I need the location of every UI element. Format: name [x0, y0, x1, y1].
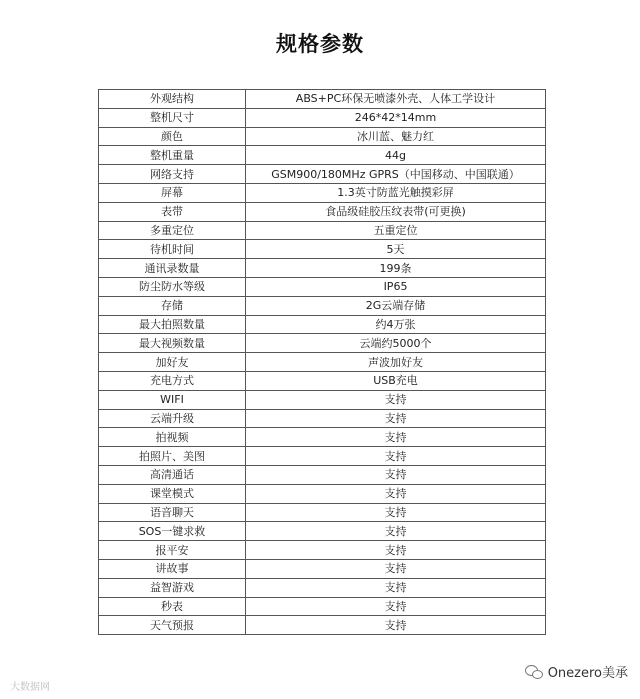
spec-value: 支持 — [246, 522, 546, 541]
spec-row — [99, 428, 546, 447]
spec-value: 支持 — [246, 578, 546, 597]
spec-row — [99, 127, 546, 146]
spec-row — [99, 334, 546, 353]
spec-label: 拍视频 — [99, 428, 246, 447]
spec-row — [99, 353, 546, 372]
spec-value: 支持 — [246, 409, 546, 428]
spec-label: 待机时间 — [99, 240, 246, 259]
spec-value: 支持 — [246, 597, 546, 616]
spec-label: 秒表 — [99, 597, 246, 616]
spec-row — [99, 578, 546, 597]
spec-row — [99, 371, 546, 390]
spec-value: 支持 — [246, 559, 546, 578]
spec-row — [99, 90, 546, 109]
spec-row — [99, 503, 546, 522]
spec-row — [99, 616, 546, 635]
spec-value: 云端约5000个 — [246, 334, 546, 353]
wechat-icon — [525, 665, 543, 679]
spec-value: 199条 — [246, 259, 546, 278]
spec-value: 冰川蓝、魅力红 — [246, 127, 546, 146]
spec-value: 支持 — [246, 390, 546, 409]
spec-label: 最大拍照数量 — [99, 315, 246, 334]
spec-value: 食品级硅胶压纹表带(可更换) — [246, 202, 546, 221]
spec-label: 整机重量 — [99, 146, 246, 165]
spec-value: 五重定位 — [246, 221, 546, 240]
spec-value: 约4万张 — [246, 315, 546, 334]
watermark-left: 大数据网 — [10, 682, 50, 693]
spec-value: 44g — [246, 146, 546, 165]
spec-row — [99, 146, 546, 165]
spec-label: 拍照片、美图 — [99, 447, 246, 466]
spec-value: USB充电 — [246, 371, 546, 390]
spec-value: 支持 — [246, 503, 546, 522]
spec-value: 声波加好友 — [246, 353, 546, 372]
spec-row — [99, 541, 546, 560]
spec-value: 2G云端存储 — [246, 296, 546, 315]
spec-row — [99, 277, 546, 296]
spec-label: 防尘防水等级 — [99, 277, 246, 296]
spec-label: 通讯录数量 — [99, 259, 246, 278]
spec-row — [99, 597, 546, 616]
spec-value: 支持 — [246, 541, 546, 560]
spec-value: 支持 — [246, 428, 546, 447]
spec-label: 屏幕 — [99, 183, 246, 202]
spec-row — [99, 240, 546, 259]
spec-label: 益智游戏 — [99, 578, 246, 597]
spec-label: 天气预报 — [99, 616, 246, 635]
spec-row — [99, 165, 546, 184]
spec-value: ABS+PC环保无喷漆外壳、人体工学设计 — [246, 90, 546, 109]
spec-row — [99, 221, 546, 240]
spec-value: 5天 — [246, 240, 546, 259]
watermark-right-text: Onezero美承 — [547, 666, 628, 681]
spec-row — [99, 447, 546, 466]
spec-value: 支持 — [246, 484, 546, 503]
spec-value: 支持 — [246, 465, 546, 484]
spec-label: 讲故事 — [99, 559, 246, 578]
spec-label: SOS一键求救 — [99, 522, 246, 541]
spec-label: 颜色 — [99, 127, 246, 146]
spec-row — [99, 559, 546, 578]
spec-label: WIFI — [99, 390, 246, 409]
spec-row — [99, 315, 546, 334]
spec-label: 多重定位 — [99, 221, 246, 240]
spec-label: 存储 — [99, 296, 246, 315]
spec-row — [99, 183, 546, 202]
spec-table — [98, 89, 546, 635]
spec-label: 加好友 — [99, 353, 246, 372]
spec-row — [99, 484, 546, 503]
spec-row — [99, 409, 546, 428]
spec-label: 网络支持 — [99, 165, 246, 184]
spec-value: 1.3英寸防蓝光触摸彩屏 — [246, 183, 546, 202]
spec-row — [99, 522, 546, 541]
spec-label: 课堂模式 — [99, 484, 246, 503]
spec-label: 外观结构 — [99, 90, 246, 109]
spec-label: 云端升级 — [99, 409, 246, 428]
spec-row — [99, 108, 546, 127]
spec-label: 充电方式 — [99, 371, 246, 390]
spec-row — [99, 390, 546, 409]
watermark-right — [525, 662, 628, 681]
spec-row — [99, 465, 546, 484]
spec-label: 高清通话 — [99, 465, 246, 484]
spec-value: 246*42*14mm — [246, 108, 546, 127]
spec-value: 支持 — [246, 616, 546, 635]
spec-label: 最大视频数量 — [99, 334, 246, 353]
spec-label: 表带 — [99, 202, 246, 221]
spec-label: 整机尺寸 — [99, 108, 246, 127]
spec-row — [99, 202, 546, 221]
spec-value: IP65 — [246, 277, 546, 296]
spec-row — [99, 259, 546, 278]
spec-label: 语音聊天 — [99, 503, 246, 522]
page-title: 规格参数 — [276, 32, 364, 56]
spec-value: 支持 — [246, 447, 546, 466]
spec-value: GSM900/180MHz GPRS（中国移动、中国联通） — [246, 165, 546, 184]
spec-row — [99, 296, 546, 315]
spec-label: 报平安 — [99, 541, 246, 560]
